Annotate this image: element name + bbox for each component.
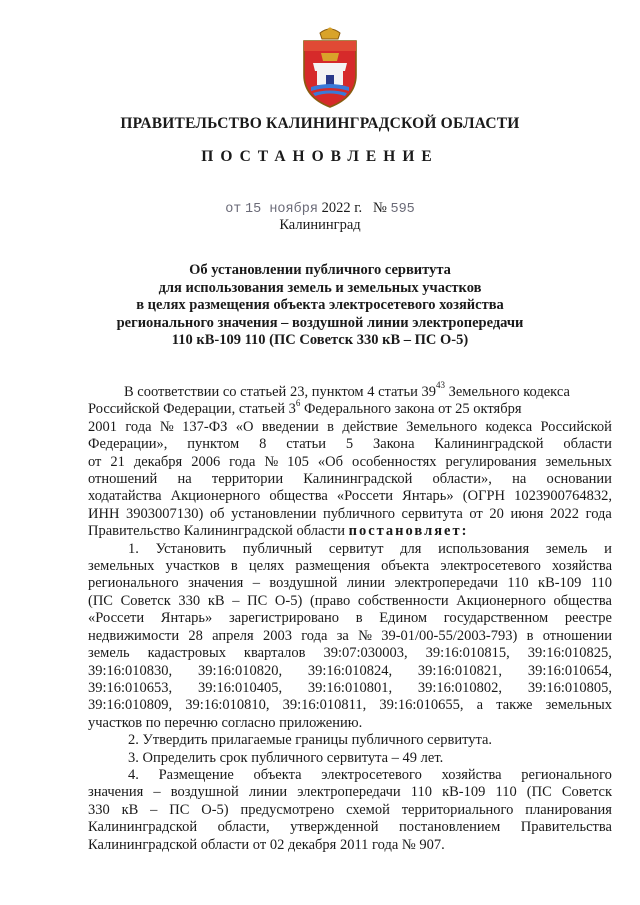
coat-of-arms-icon: [297, 27, 363, 109]
text-line: от 21 декабря 2006 года № 105 «Об особенностях регулирования земельных: [88, 453, 612, 470]
item-4: [88, 767, 612, 854]
item-2: 2. Утвердить прилагаемые границы публичного сервитута.: [128, 732, 493, 749]
text-line: земельных участков в целях размещения объекта электросетевого хозяйства: [88, 558, 612, 575]
title-line: регионального значения – воздушной линии электропередачи: [116, 314, 524, 331]
text-line: В соответствии со статьей 23, пунктом 4 статьи $39^{43}$ Земельного кодекса: [124, 380, 570, 400]
text-line: значения – воздушной линии электропередачи 110 кВ-109 110 (ПС Советск: [88, 784, 612, 801]
title-line: для использования земель и земельных участков: [158, 279, 482, 296]
item-3: 3. Определить срок публичного сервитута – 49 лет.: [128, 749, 444, 766]
text-line: земель кадастровых кварталов 39:07:030003, 39:16:010815, 39:16:010825,: [88, 645, 612, 662]
title-line: 110 кВ-109 110 (ПС Советск 330 кВ – ПС О-5): [171, 332, 469, 348]
text-line: регионального значения – воздушной линии электропередачи 110 кВ-109 110: [88, 575, 612, 592]
text-line: участков по перечню согласно приложению.: [88, 714, 363, 731]
text-line: 2001 года № 137-ФЗ «О введении в действие Земельного кодекса Российской: [88, 418, 612, 435]
number-sign: №: [373, 200, 387, 216]
document-number: 595: [390, 202, 415, 217]
text-line: Федерации», пунктом 8 статьи 5 Закона Калининградской области: [88, 436, 612, 453]
text-line: 330 кВ – ПС О-5) предусмотрено схемой территориального планирования: [88, 801, 612, 818]
text-line: «Россети Янтарь» зарегистрировано в Едином государственном реестре: [88, 610, 612, 627]
resolves-word: постановляет:: [348, 523, 469, 540]
text-line: недвижимости 28 апреля 2003 года за № 39-01/00-55/2003-793) в отношении: [88, 627, 612, 644]
text-line: (ПС Советск 330 кВ – ПС О-5) (право собственности Акционерного общества: [88, 592, 612, 609]
document-title: [110, 262, 530, 350]
text-line: 4. Размещение объекта электросетевого хозяйства регионального: [128, 766, 612, 783]
date-year: 2022 г.: [321, 200, 363, 216]
text-line: Калининградской области, утвержденной постановлением Правительства: [88, 819, 612, 836]
text-line: 39:16:010653, 39:16:010405, 39:16:010801, 39:16:010802, 39:16:010805,: [88, 679, 612, 696]
text-line: ИНН 3903007130) об установлении публичного сервитута от 20 июня 2022 года: [88, 505, 612, 522]
title-line: Об установлении публичного сервитута: [189, 262, 451, 278]
document-type: ПОСТАНОВЛЕНИЕ: [201, 148, 439, 165]
text-line: 39:16:010809, 39:16:010810, 39:16:010811, 39:16:010655, а также земельных: [88, 697, 612, 714]
text-line: ходатайства Акционерного общества «Россети Янтарь» (ОГРН 1023900764832,: [88, 488, 612, 505]
date-day-month: 15 ноября: [245, 202, 318, 217]
text-line: отношений на территории Калининградской области», на основании: [88, 471, 612, 488]
text-line: Правительство Калининградской области постановляет:: [88, 523, 469, 540]
preamble: [88, 380, 612, 541]
title-line: в целях размещения объекта электросетевого хозяйства: [136, 297, 504, 313]
text-line: Калининградской области от 02 декабря 2011 года № 907.: [88, 836, 445, 853]
city: Калининград: [279, 217, 361, 233]
text-line: 1. Установить публичный сервитут для использования земель и: [128, 540, 612, 557]
text-line: 39:16:010830, 39:16:010820, 39:16:010824, 39:16:010821, 39:16:010654,: [88, 662, 612, 679]
text-line: Российской Федерации, статьей $3^6$ Федерального закона от 25 октября: [88, 397, 522, 418]
date-number-line: [0, 200, 640, 217]
document-body: [88, 380, 612, 854]
government-name: ПРАВИТЕЛЬСТВО КАЛИНИНГРАДСКОЙ ОБЛАСТИ: [120, 115, 520, 132]
item-1: [88, 541, 612, 732]
date-prefix: от: [225, 202, 242, 217]
